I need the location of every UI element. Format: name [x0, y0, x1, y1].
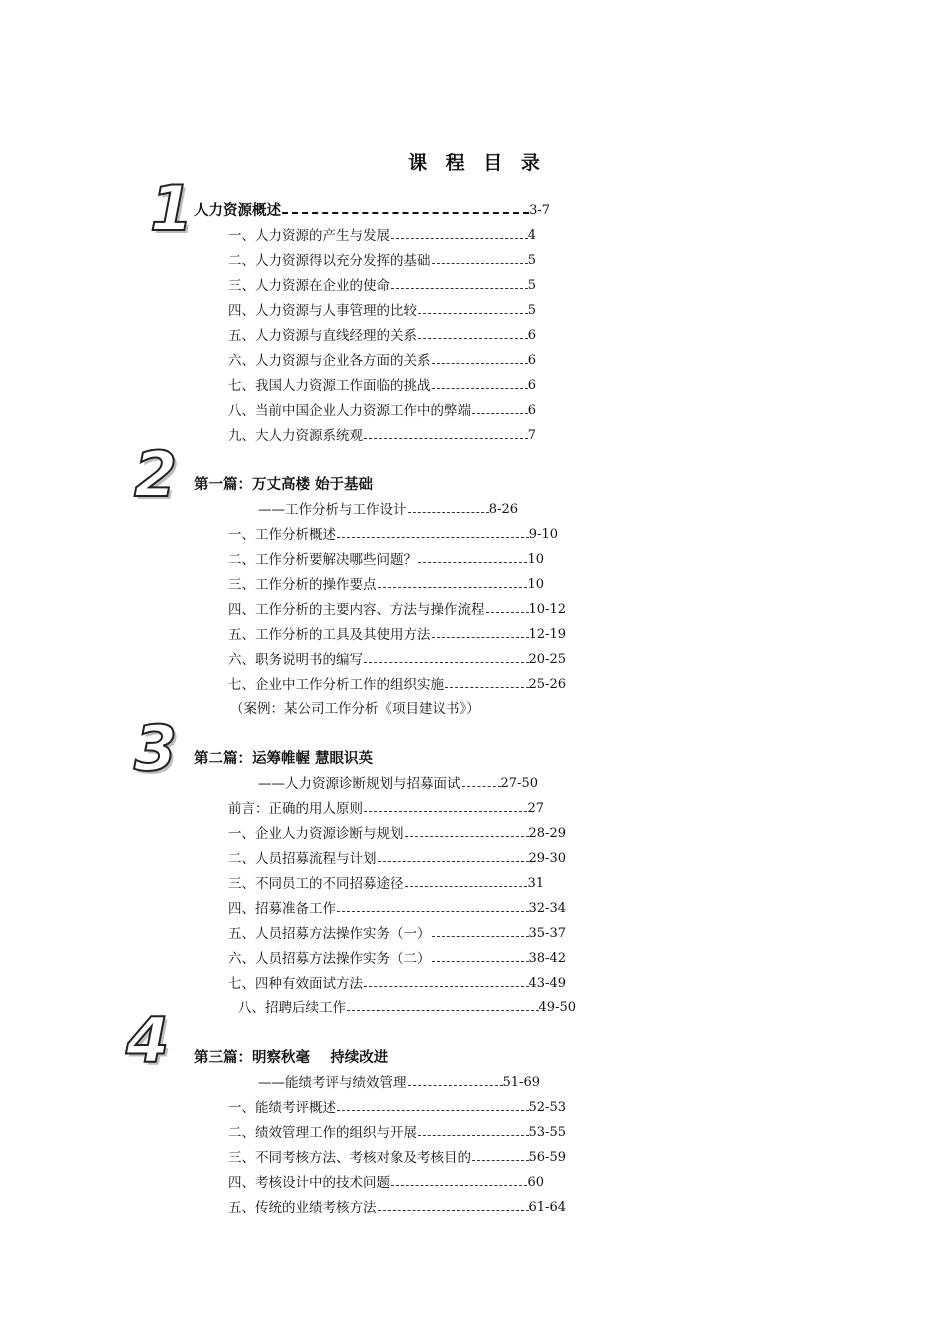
toc-page-range: 12-19	[528, 627, 566, 642]
toc-page-range: 4	[527, 228, 536, 243]
dot-leader	[472, 413, 528, 414]
toc-page-range: 56-59	[528, 1150, 566, 1165]
dot-leader	[432, 961, 529, 962]
toc-page-range: 31	[527, 876, 544, 891]
toc-page-range: 38-42	[528, 951, 566, 966]
toc-page-range: 5	[527, 278, 536, 293]
toc-entry[interactable]	[228, 325, 536, 347]
toc-page-range: 43-49	[528, 976, 566, 991]
toc-entry[interactable]	[228, 1097, 566, 1119]
toc-page-range: 8-26	[488, 502, 518, 517]
chapter-heading[interactable]: 第三篇：明察秋毫 持续改进	[194, 1050, 389, 1066]
dot-leader	[391, 238, 528, 239]
dot-leader	[408, 1085, 503, 1086]
dot-leader	[391, 1185, 527, 1186]
dot-leader	[364, 438, 528, 439]
toc-entry[interactable]	[228, 425, 536, 447]
toc-entry-label: 四、工作分析的主要内容、方法与操作流程	[228, 602, 485, 618]
dot-leader	[418, 1135, 529, 1136]
toc-entry-label: 二、人力资源得以充分发挥的基础	[228, 253, 431, 269]
toc-entry[interactable]	[228, 1122, 566, 1144]
toc-page-range: 32-34	[528, 901, 566, 916]
toc-page-range: 10	[527, 552, 544, 567]
toc-entry-label: 五、工作分析的工具及其使用方法	[228, 627, 431, 643]
toc-page-range: 60	[527, 1175, 544, 1190]
dot-leader	[337, 537, 529, 538]
dot-leader	[432, 388, 528, 389]
toc-page-range: 52-53	[528, 1100, 566, 1115]
toc-page-range: 27-50	[500, 776, 538, 791]
toc-page-range: 25-26	[528, 677, 566, 692]
toc-entry-label: 一、工作分析概述	[228, 527, 336, 543]
dot-leader	[432, 363, 528, 364]
dot-leader	[378, 1210, 529, 1211]
toc-entry[interactable]	[228, 400, 536, 422]
toc-page-range: 28-29	[528, 826, 566, 841]
dot-leader	[418, 313, 528, 314]
toc-entry[interactable]	[228, 948, 566, 970]
toc-entry[interactable]	[238, 997, 576, 1019]
dot-leader	[337, 1110, 529, 1111]
toc-entry[interactable]	[228, 898, 566, 920]
toc-heading-label: 人力资源概述	[194, 203, 281, 219]
dot-leader	[405, 886, 528, 887]
toc-entry[interactable]	[228, 848, 566, 870]
toc-entry[interactable]	[228, 973, 566, 995]
toc-entry[interactable]	[228, 225, 536, 247]
toc-entry-label: 四、人力资源与人事管理的比较	[228, 303, 417, 319]
toc-entry-label: 二、工作分析要解决哪些问题？	[228, 552, 417, 568]
toc-entry-label: 六、人力资源与企业各方面的关系	[228, 353, 431, 369]
toc-entry[interactable]	[228, 798, 544, 820]
toc-entry-label: 三、不同考核方法、考核对象及考核目的	[228, 1150, 471, 1166]
toc-entry[interactable]	[228, 350, 536, 372]
toc-page-range: 61-64	[528, 1200, 566, 1215]
dot-leader	[405, 836, 529, 837]
toc-page-range: 6	[527, 353, 536, 368]
toc-page-range: 6	[527, 328, 536, 343]
toc-entry-label: 一、人力资源的产生与发展	[228, 228, 390, 244]
dot-leader	[378, 861, 529, 862]
toc-entry-label: 一、能绩考评概述	[228, 1100, 336, 1116]
toc-entry[interactable]	[228, 1197, 566, 1219]
chapter-number-2: 2	[134, 438, 178, 511]
toc-entry-label: 六、职务说明书的编写	[228, 652, 363, 668]
toc-entry-label: 五、人员招募方法操作实务（一）	[228, 926, 431, 942]
toc-entry-label: 四、招募准备工作	[228, 901, 336, 917]
toc-heading-intro[interactable]	[194, 200, 550, 222]
toc-page-range: 35-37	[528, 926, 566, 941]
toc-page-range: 27	[527, 801, 544, 816]
dot-leader	[432, 637, 529, 638]
toc-entry-label: 四、考核设计中的技术问题	[228, 1175, 390, 1191]
toc-page-range: 9-10	[528, 527, 558, 542]
dot-leader	[486, 612, 529, 613]
toc-page-range: 51-69	[502, 1075, 540, 1090]
toc-entry-label: 九、大人力资源系统观	[228, 428, 363, 444]
toc-entry[interactable]	[228, 375, 536, 397]
toc-page-range: 20-25	[528, 652, 566, 667]
toc-entry-label: 三、人力资源在企业的使命	[228, 278, 390, 294]
toc-page-range: 7	[527, 428, 536, 443]
toc-entry-label: 二、绩效管理工作的组织与开展	[228, 1125, 417, 1141]
toc-entry-label: 八、招聘后续工作	[238, 1000, 346, 1016]
toc-entry[interactable]	[228, 275, 536, 297]
toc-entry-label: 三、不同员工的不同招募途径	[228, 876, 404, 892]
dot-leader	[391, 288, 528, 289]
toc-entry[interactable]	[228, 549, 544, 571]
chapter-number-1: 1	[150, 172, 194, 245]
dot-leader	[445, 687, 529, 688]
dot-leader	[408, 512, 489, 513]
dot-leader	[364, 986, 529, 987]
toc-entry[interactable]	[228, 599, 566, 621]
toc-entry[interactable]	[228, 574, 544, 596]
toc-entry[interactable]	[228, 923, 566, 945]
dot-leader	[432, 936, 529, 937]
chapter-subtitle-label: ——人力资源诊断规划与招募面试	[258, 776, 461, 792]
toc-page-range: 10-12	[528, 602, 566, 617]
toc-entry[interactable]	[228, 524, 558, 546]
toc-entry[interactable]	[228, 250, 536, 272]
toc-entry-label: 七、我国人力资源工作面临的挑战	[228, 378, 431, 394]
dot-leader	[282, 212, 529, 214]
dot-leader	[472, 1160, 529, 1161]
toc-entry-label: 七、四种有效面试方法	[228, 976, 363, 992]
page-title: 课 程 目 录	[408, 152, 546, 174]
toc-page-range: 10	[527, 577, 544, 592]
toc-entry-label: 五、人力资源与直线经理的关系	[228, 328, 417, 344]
toc-page-range: 6	[527, 378, 536, 393]
toc-entry[interactable]	[228, 674, 566, 696]
toc-page-range: 29-30	[528, 851, 566, 866]
case-note: （案例：某公司工作分析《项目建议书》）	[230, 701, 480, 717]
toc-page-range: 6	[527, 403, 536, 418]
chapter-subtitle[interactable]	[258, 499, 518, 521]
toc-page-range: 5	[527, 303, 536, 318]
toc-entry-label: 三、工作分析的操作要点	[228, 577, 377, 593]
chapter-number-4: 4	[126, 1004, 170, 1077]
dot-leader	[418, 338, 528, 339]
chapter-subtitle-label: ——工作分析与工作设计	[258, 502, 407, 518]
chapter-subtitle-label: ——能绩考评与绩效管理	[258, 1075, 407, 1091]
chapter-number-3: 3	[134, 712, 178, 785]
toc-entry[interactable]	[228, 873, 544, 895]
dot-leader	[378, 587, 528, 588]
toc-entry-label: 五、传统的业绩考核方法	[228, 1200, 377, 1216]
dot-leader	[418, 562, 527, 563]
toc-entry[interactable]	[228, 1172, 544, 1194]
toc-entry[interactable]	[228, 624, 566, 646]
dot-leader	[347, 1010, 539, 1011]
dot-leader	[364, 662, 529, 663]
dot-leader	[364, 811, 527, 812]
toc-entry[interactable]	[228, 649, 566, 671]
toc-entry-label: 六、人员招募方法操作实务（二）	[228, 951, 431, 967]
toc-entry-label: 二、人员招募流程与计划	[228, 851, 377, 867]
dot-leader	[462, 786, 501, 787]
toc-entry-label: 前言：正确的用人原则	[228, 801, 363, 817]
chapter-heading[interactable]: 第二篇：运筹帷幄 慧眼识英	[194, 751, 374, 767]
dot-leader	[432, 263, 528, 264]
toc-page-range: 5	[527, 253, 536, 268]
toc-page-range: 53-55	[528, 1125, 566, 1140]
toc-entry[interactable]	[228, 823, 566, 845]
chapter-subtitle[interactable]	[258, 1072, 540, 1094]
toc-page-range: 3-7	[529, 203, 550, 218]
toc-entry[interactable]	[228, 300, 536, 322]
chapter-heading[interactable]: 第一篇：万丈高楼 始于基础	[194, 477, 374, 493]
chapter-subtitle[interactable]	[258, 773, 538, 795]
dot-leader	[337, 911, 529, 912]
toc-entry-label: 八、当前中国企业人力资源工作中的弊端	[228, 403, 471, 419]
toc-entry-label: 一、企业人力资源诊断与规划	[228, 826, 404, 842]
toc-page-range: 49-50	[538, 1000, 576, 1015]
toc-entry[interactable]	[228, 1147, 566, 1169]
toc-entry-label: 七、企业中工作分析工作的组织实施	[228, 677, 444, 693]
